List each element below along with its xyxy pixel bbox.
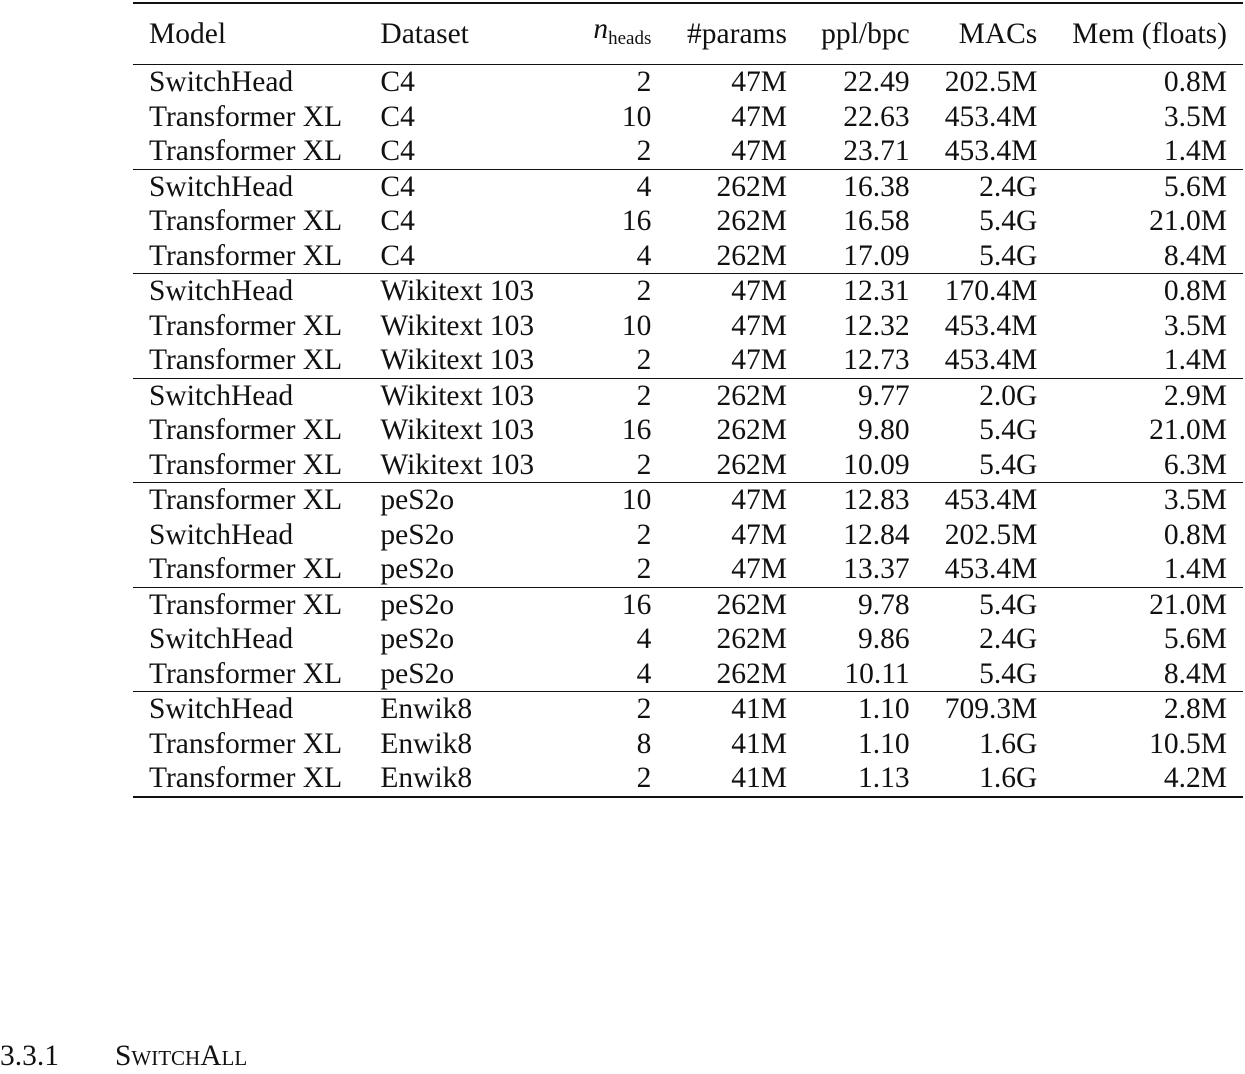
cell-n-heads: 8 — [636, 727, 652, 760]
table-header — [133, 3, 1243, 65]
cell-macs: 453.4M — [944, 309, 1038, 342]
table-row — [133, 100, 1243, 135]
cell-macs: 453.4M — [944, 100, 1038, 133]
cell-model: Transformer XL — [149, 205, 343, 237]
cell-mem-floats: 5.6M — [1163, 170, 1227, 203]
cell-dataset: peS2o — [380, 553, 455, 585]
cell-model: Transformer XL — [149, 309, 343, 342]
cell-ppl-bpc: 22.49 — [843, 66, 910, 98]
cell-mem-floats: 21.0M — [1149, 588, 1227, 621]
cell-dataset: C4 — [380, 170, 415, 203]
table-row — [133, 483, 1243, 518]
cell-macs: 5.4G — [979, 205, 1038, 237]
cell-macs: 5.4G — [979, 448, 1038, 481]
cell-macs: 453.4M — [944, 553, 1038, 585]
cell-mem-floats: 0.8M — [1163, 518, 1227, 551]
table-row — [133, 134, 1243, 169]
cell-n-heads: 2 — [636, 344, 652, 376]
header-n-heads-subscript: heads — [608, 28, 652, 49]
section-number: 3.3.1 — [0, 1040, 59, 1072]
cell-mem-floats: 1.4M — [1163, 135, 1227, 167]
cell-ppl-bpc: 12.83 — [843, 484, 910, 516]
cell-model: Transformer XL — [149, 588, 343, 621]
cell-mem-floats: 2.9M — [1163, 379, 1227, 412]
cell-model: SwitchHead — [149, 623, 294, 655]
cell-macs: 2.4G — [979, 623, 1038, 655]
cell-macs: 5.4G — [979, 414, 1038, 446]
table-row — [133, 343, 1243, 378]
cell-model: Transformer XL — [149, 135, 343, 167]
cell-params: 47M — [731, 518, 787, 551]
cell-n-heads: 4 — [636, 170, 652, 203]
cell-mem-floats: 3.5M — [1163, 100, 1227, 133]
cell-n-heads: 10 — [621, 484, 652, 516]
table-row — [133, 204, 1243, 239]
table-row — [133, 692, 1243, 727]
cell-params: 262M — [716, 588, 787, 621]
table-row-group — [133, 587, 1243, 692]
header-ppl-bpc: ppl/bpc — [821, 18, 910, 50]
cell-model: Transformer XL — [149, 100, 343, 133]
cell-mem-floats: 3.5M — [1163, 484, 1227, 516]
results-table — [133, 2, 1243, 798]
cell-n-heads: 10 — [621, 309, 652, 342]
cell-mem-floats: 8.4M — [1163, 657, 1227, 690]
cell-dataset: peS2o — [380, 484, 455, 516]
cell-model: Transformer XL — [149, 344, 343, 376]
cell-params: 262M — [716, 623, 787, 655]
header-model: Model — [149, 18, 227, 50]
table-row — [133, 727, 1243, 762]
table-row — [133, 413, 1243, 448]
cell-params: 41M — [731, 762, 787, 794]
cell-model: Transformer XL — [149, 657, 343, 690]
cell-macs: 202.5M — [944, 518, 1038, 551]
cell-params: 47M — [731, 309, 787, 342]
cell-params: 47M — [731, 484, 787, 516]
cell-dataset: peS2o — [380, 588, 455, 621]
cell-n-heads: 16 — [621, 588, 652, 621]
cell-ppl-bpc: 16.38 — [843, 170, 910, 203]
cell-macs: 453.4M — [944, 135, 1038, 167]
cell-ppl-bpc: 12.73 — [843, 344, 910, 376]
cell-mem-floats: 6.3M — [1163, 448, 1227, 481]
cell-dataset: Enwik8 — [380, 727, 473, 760]
cell-n-heads: 2 — [636, 379, 652, 412]
cell-ppl-bpc: 17.09 — [843, 239, 910, 272]
table-row-group — [133, 692, 1243, 797]
cell-model: SwitchHead — [149, 275, 294, 307]
section-title: SwitchAll — [115, 1040, 248, 1072]
header-dataset: Dataset — [380, 18, 469, 50]
cell-dataset: peS2o — [380, 623, 455, 655]
cell-params: 262M — [716, 379, 787, 412]
cell-ppl-bpc: 16.58 — [843, 205, 910, 237]
cell-dataset: Wikitext 103 — [380, 414, 535, 446]
cell-ppl-bpc: 13.37 — [843, 553, 910, 585]
cell-n-heads: 2 — [636, 693, 652, 725]
cell-ppl-bpc: 23.71 — [843, 135, 910, 167]
cell-macs: 709.3M — [944, 693, 1038, 725]
cell-ppl-bpc: 10.09 — [843, 448, 910, 481]
cell-ppl-bpc: 9.77 — [858, 379, 910, 412]
cell-ppl-bpc: 22.63 — [843, 100, 910, 133]
cell-params: 41M — [731, 693, 787, 725]
header-n-heads — [557, 3, 652, 65]
cell-dataset: Wikitext 103 — [380, 344, 535, 376]
cell-dataset: peS2o — [380, 657, 455, 690]
table-row-group — [133, 274, 1243, 379]
cell-macs: 453.4M — [944, 484, 1038, 516]
table-row — [133, 169, 1243, 204]
section-heading — [0, 1040, 247, 1073]
cell-ppl-bpc: 9.80 — [858, 414, 910, 446]
cell-n-heads: 4 — [636, 623, 652, 655]
cell-n-heads: 2 — [636, 135, 652, 167]
table-row — [133, 274, 1243, 309]
cell-model: SwitchHead — [149, 693, 294, 725]
cell-macs: 453.4M — [944, 344, 1038, 376]
cell-n-heads: 2 — [636, 553, 652, 585]
cell-n-heads: 10 — [621, 100, 652, 133]
cell-n-heads: 16 — [621, 205, 652, 237]
table-row — [133, 518, 1243, 553]
cell-model: Transformer XL — [149, 448, 343, 481]
cell-ppl-bpc: 1.10 — [858, 727, 910, 760]
cell-dataset: Enwik8 — [380, 762, 473, 794]
cell-params: 47M — [731, 100, 787, 133]
cell-macs: 2.0G — [979, 379, 1038, 412]
header-mem-floats: Mem (floats) — [1072, 18, 1227, 50]
cell-params: 47M — [731, 275, 787, 307]
cell-params: 47M — [731, 135, 787, 167]
cell-model: SwitchHead — [149, 518, 294, 551]
cell-mem-floats: 21.0M — [1149, 414, 1227, 446]
cell-mem-floats: 1.4M — [1163, 553, 1227, 585]
cell-params: 262M — [716, 170, 787, 203]
cell-params: 262M — [716, 239, 787, 272]
cell-mem-floats: 5.6M — [1163, 623, 1227, 655]
cell-n-heads: 4 — [636, 239, 652, 272]
table-row — [133, 552, 1243, 587]
cell-n-heads: 2 — [636, 518, 652, 551]
cell-mem-floats: 10.5M — [1149, 727, 1227, 760]
table-row-group — [133, 169, 1243, 274]
cell-dataset: C4 — [380, 66, 415, 98]
cell-model: Transformer XL — [149, 239, 343, 272]
table-row — [133, 309, 1243, 344]
cell-ppl-bpc: 1.10 — [858, 693, 910, 725]
table-row — [133, 622, 1243, 657]
table-row-group — [133, 378, 1243, 483]
cell-params: 262M — [716, 414, 787, 446]
cell-ppl-bpc: 9.86 — [858, 623, 910, 655]
cell-macs: 5.4G — [979, 239, 1038, 272]
cell-mem-floats: 3.5M — [1163, 309, 1227, 342]
cell-dataset: peS2o — [380, 518, 455, 551]
header-params: #params — [687, 18, 787, 50]
cell-n-heads: 2 — [636, 448, 652, 481]
cell-mem-floats: 1.4M — [1163, 344, 1227, 376]
cell-params: 262M — [716, 205, 787, 237]
cell-n-heads: 2 — [636, 275, 652, 307]
cell-mem-floats: 2.8M — [1163, 693, 1227, 725]
table-row — [133, 587, 1243, 622]
table-row-group — [133, 65, 1243, 170]
cell-macs: 5.4G — [979, 588, 1038, 621]
cell-macs: 2.4G — [979, 170, 1038, 203]
cell-params: 47M — [731, 553, 787, 585]
cell-params: 41M — [731, 727, 787, 760]
cell-model: Transformer XL — [149, 727, 343, 760]
header-n-heads-symbol: n — [593, 13, 609, 45]
cell-model: Transformer XL — [149, 762, 343, 794]
cell-macs: 170.4M — [944, 275, 1038, 307]
cell-ppl-bpc: 12.84 — [843, 518, 910, 551]
cell-n-heads: 4 — [636, 657, 652, 690]
cell-model: Transformer XL — [149, 484, 343, 516]
cell-mem-floats: 0.8M — [1163, 66, 1227, 98]
cell-ppl-bpc: 12.31 — [843, 275, 910, 307]
cell-dataset: Wikitext 103 — [380, 309, 535, 342]
cell-macs: 1.6G — [979, 762, 1038, 794]
cell-params: 47M — [731, 66, 787, 98]
cell-dataset: Wikitext 103 — [380, 379, 535, 412]
cell-ppl-bpc: 10.11 — [844, 657, 910, 690]
cell-params: 262M — [716, 448, 787, 481]
table-row — [133, 761, 1243, 797]
cell-macs: 1.6G — [979, 727, 1038, 760]
table-row — [133, 378, 1243, 413]
cell-n-heads: 2 — [636, 762, 652, 794]
cell-mem-floats: 4.2M — [1163, 762, 1227, 794]
cell-mem-floats: 8.4M — [1163, 239, 1227, 272]
table-row — [133, 239, 1243, 274]
cell-model: Transformer XL — [149, 553, 343, 585]
cell-mem-floats: 0.8M — [1163, 275, 1227, 307]
cell-dataset: C4 — [380, 100, 415, 133]
header-row — [133, 3, 1243, 65]
cell-model: SwitchHead — [149, 66, 294, 98]
cell-mem-floats: 21.0M — [1149, 205, 1227, 237]
table-row — [133, 448, 1243, 483]
cell-dataset: C4 — [380, 135, 415, 167]
cell-dataset: Enwik8 — [380, 693, 473, 725]
cell-model: SwitchHead — [149, 379, 294, 412]
header-macs: MACs — [958, 18, 1038, 50]
table-row — [133, 657, 1243, 692]
table-row — [133, 65, 1243, 100]
table-row-group — [133, 483, 1243, 588]
cell-model: SwitchHead — [149, 170, 294, 203]
cell-params: 47M — [731, 344, 787, 376]
cell-macs: 202.5M — [944, 66, 1038, 98]
cell-dataset: C4 — [380, 205, 415, 237]
cell-dataset: Wikitext 103 — [380, 448, 535, 481]
cell-ppl-bpc: 12.32 — [843, 309, 910, 342]
cell-n-heads: 16 — [621, 414, 652, 446]
cell-ppl-bpc: 1.13 — [858, 762, 910, 794]
cell-dataset: Wikitext 103 — [380, 275, 535, 307]
cell-ppl-bpc: 9.78 — [858, 588, 910, 621]
cell-macs: 5.4G — [979, 657, 1038, 690]
cell-dataset: C4 — [380, 239, 415, 272]
cell-n-heads: 2 — [636, 66, 652, 98]
cell-params: 262M — [716, 657, 787, 690]
cell-model: Transformer XL — [149, 414, 343, 446]
